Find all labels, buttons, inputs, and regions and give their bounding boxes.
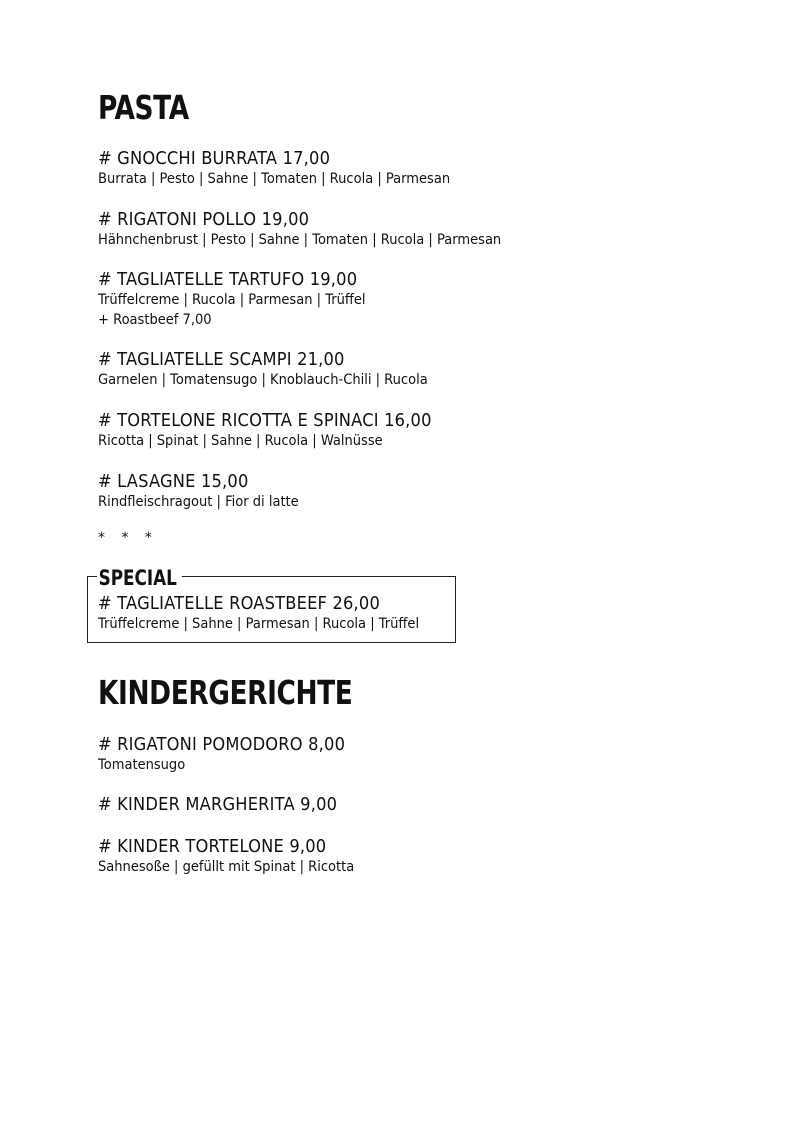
menu-item-description: Trüffelcreme | Rucola | Parmesan | Trüffel [98,292,366,308]
separator-stars: * * * [98,530,158,546]
menu-item-name: # RIGATONI POMODORO 8,00 [98,735,346,755]
menu-item [98,837,383,877]
menu-item [98,350,464,390]
menu-item [98,270,395,330]
menu-item [98,795,355,815]
menu-item [98,411,457,451]
menu-item-description: Hähnchenbrust | Pesto | Sahne | Tomaten | Rucola | Parmesan [98,232,502,248]
menu-item-description: Tomatensugo [98,757,186,773]
menu-item-description: Rindfleischragout | Fior di latte [98,494,299,510]
menu-item-name: # RIGATONI POLLO 19,00 [98,210,310,230]
menu-item [98,472,321,512]
menu-item [98,149,489,189]
special-item [98,594,455,634]
section-title-pasta: PASTA [98,88,189,127]
menu-item-extra: + Roastbeef 7,00 [98,312,212,328]
menu-item-name: # TAGLIATELLE TARTUFO 19,00 [98,270,358,290]
menu-item-description: Ricotta | Spinat | Sahne | Rucola | Walnüsse [98,433,383,449]
menu-item [98,210,546,250]
special-label: SPECIAL [97,566,182,590]
menu-item-description: Burrata | Pesto | Sahne | Tomaten | Rucola | Parmesan [98,171,451,187]
section-title-kindergerichte: KINDERGERICHTE [98,673,353,712]
menu-item-name: # GNOCCHI BURRATA 17,00 [98,149,331,169]
menu-item-description: Sahnesoße | gefüllt mit Spinat | Ricotta [98,859,355,875]
menu-item-name: # KINDER MARGHERITA 9,00 [98,795,338,815]
menu-item [98,735,364,775]
menu-item-description: Trüffelcreme | Sahne | Parmesan | Rucola | Trüffel [98,616,420,632]
menu-item-name: # TORTELONE RICOTTA E SPINACI 16,00 [98,411,432,431]
menu-item-name: # TAGLIATELLE SCAMPI 21,00 [98,350,345,370]
menu-item-name: # LASAGNE 15,00 [98,472,249,492]
menu-item-description: Garnelen | Tomatensugo | Knoblauch-Chili | Rucola [98,372,428,388]
menu-item-name: # KINDER TORTELONE 9,00 [98,837,327,857]
menu-item-name: # TAGLIATELLE ROASTBEEF 26,00 [98,594,380,614]
